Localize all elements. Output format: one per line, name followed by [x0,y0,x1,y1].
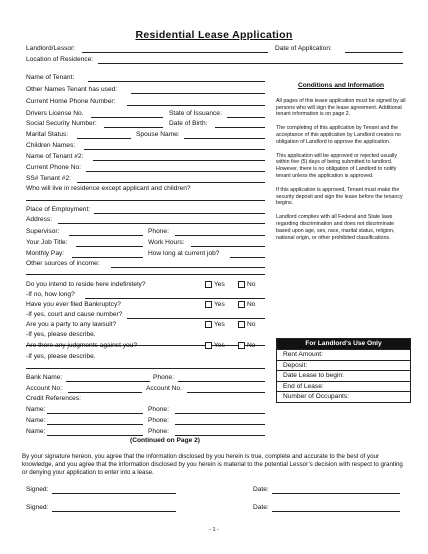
q2b-label: -If yes, court and cause number? [26,311,123,318]
account2-field[interactable] [187,392,265,393]
ssn-field[interactable] [104,127,163,128]
q3-no-checkbox[interactable] [238,321,245,328]
other-income-field[interactable] [111,267,265,268]
ssn2-label: SS# Tenant #2: [26,175,71,182]
signed-2-label: Signed: [26,504,49,511]
account-field[interactable] [68,392,142,393]
q4-label: Are there any judgments against you? [26,342,138,349]
drivers-license-label: Drivers License No. [26,110,84,117]
address-label: Address: [26,216,53,223]
bank-phone-label: Phone: [153,374,174,381]
credit-phone-3-label: Phone: [148,428,169,435]
q1-yes-label: Yes [214,281,225,288]
other-income-field-2[interactable] [26,274,265,275]
signature-paragraph: By your signature hereon, you agree that the information disclosed by you herein is true, complete and accurate to the best of your knowledge, and you agree that the information disclosed by you herein is material to the potential Lessor’s decision with respect to granting or denying your application to enter into a lease. [22,453,403,477]
credit-phone-2-field[interactable] [175,424,265,425]
state-field[interactable] [227,117,265,118]
ssn2-field[interactable] [77,182,265,183]
conditions-p5: Landlord complies with all Federal and State laws regarding discrimination and does not discriminate based upon age, sex, race, marital status, religion, national origin, or other prohibited classifications. [276,214,395,241]
bank-name-label: Bank Name: [26,374,63,381]
account2-label: Account No. [146,385,182,392]
credit-label: Credit References: [26,395,81,402]
landlord-label: Landlord/Lessor: [26,45,76,52]
dob-label: Date of Birth: [169,120,208,127]
tenant-name-field[interactable] [88,81,265,82]
work-hours-field[interactable] [191,246,265,247]
ssn-label: Social Security Number: [26,120,97,127]
home-phone-field[interactable] [127,105,265,106]
lease-end-row[interactable]: End of Lease: [277,381,410,392]
date-1-label: Date: [253,486,269,493]
home-phone-label: Current Home Phone Number: [26,98,116,105]
page-number: - 1 - [209,527,219,533]
q2-no-checkbox[interactable] [238,301,245,308]
spouse-label: Spouse Name: [136,131,180,138]
signed-1-field[interactable] [52,493,176,494]
q4b-field[interactable] [26,368,265,369]
state-label: State of Issuance: [169,110,222,117]
q1b-field[interactable] [85,298,265,299]
employment-field[interactable] [94,213,265,214]
dob-field[interactable] [215,127,265,128]
tenant2-field[interactable] [93,160,265,161]
credit-name-1-field[interactable] [47,413,143,414]
q3-yes-label: Yes [214,321,225,328]
work-hours-label: Work Hours: [148,239,185,246]
other-names-field[interactable] [131,93,265,94]
bank-phone-field[interactable] [178,381,265,382]
others-label: Who will live in residence except applicant and children? [26,185,191,192]
employer-phone-label: Phone: [148,228,169,235]
rent-amount-row[interactable]: Rent Amount: [277,349,410,360]
location-label: Location of Residence: [26,56,94,63]
drivers-license-field[interactable] [91,117,163,118]
tenant-name-label: Name of Tenant: [26,74,75,81]
continued-note: (Continued on Page 2) [130,437,200,444]
credit-name-1-label: Name: [26,406,46,413]
date-of-application-field[interactable] [345,52,403,53]
q1-yes-checkbox[interactable] [205,281,212,288]
conditions-heading: Conditions and Information [297,82,385,89]
conditions-p3: This application will be approved or rejected usually within five (5) days of being submitted to landlord. However, there is no obligation of Landlord to notify tenant unless the application is approved. [276,152,398,179]
date-1-field[interactable] [272,493,400,494]
q4-yes-label: Yes [214,342,225,349]
employer-phone-field[interactable] [175,235,265,236]
children-field[interactable] [84,149,265,150]
signed-1-label: Signed: [26,486,49,493]
credit-name-2-field[interactable] [47,424,143,425]
q4-no-checkbox[interactable] [238,342,245,349]
children-label: Children Names: [26,142,76,149]
q2-yes-checkbox[interactable] [205,301,212,308]
credit-phone-3-field[interactable] [175,435,265,436]
conditions-p1: All pages of this lease application must be signed by all persons who will sign the lease agreement. Additional tenant information is on page 2. [276,97,406,118]
page-title: Residential Lease Application [135,29,293,41]
deposit-row[interactable]: Deposit: [277,360,410,371]
job-title-label: Your Job Title: [26,239,68,246]
tenant2-label: Name of Tenant #2: [26,153,84,160]
bank-name-field[interactable] [66,381,150,382]
supervisor-label: Supervisor: [26,228,60,235]
q3-label: Are you a party to any lawsuit? [26,321,117,328]
supervisor-field[interactable] [69,235,143,236]
q4b-label: -If yes, please describe. [26,353,96,360]
landlord-use-box [276,338,411,403]
q2-yes-label: Yes [214,301,225,308]
q3-yes-checkbox[interactable] [205,321,212,328]
date-2-label: Date: [253,504,269,511]
other-names-label: Other Names Tenant has used: [26,86,118,93]
q2b-field[interactable] [127,318,265,319]
q1b-label: -If no, how long? [26,291,75,298]
credit-name-3-label: Name: [26,428,46,435]
date-of-application-label: Date of Application: [275,45,332,52]
other-income-label: Other sources of income: [26,260,100,267]
conditions-panel [276,78,406,248]
credit-name-3-field[interactable] [47,435,143,436]
location-field[interactable] [98,63,403,64]
credit-name-2-label: Name: [26,417,46,424]
lease-begin-row[interactable]: Date Lease to begin: [277,370,410,381]
employment-label: Place of Employment: [26,206,91,213]
credit-phone-1-field[interactable] [175,413,265,414]
monthly-pay-field[interactable] [72,257,143,258]
q4-no-label: No [247,342,256,349]
q3b-label: -If yes, please describe. [26,331,96,338]
credit-phone-2-label: Phone: [148,417,169,424]
q2-label: Have you ever filed Bankruptcy? [26,301,121,308]
account-label: Account No: [26,385,62,392]
date-2-field[interactable] [272,511,400,512]
marital-field[interactable] [77,138,131,139]
landlord-use-header: For Landlord’s Use Only [277,339,410,349]
q3-no-label: No [247,321,256,328]
job-title-field[interactable] [76,246,143,247]
q1-no-label: No [247,281,256,288]
q1-label: Do you intend to reside here indefinitely? [26,281,146,288]
phone2-field[interactable] [86,171,265,172]
signed-2-field[interactable] [52,511,176,512]
landlord-field[interactable] [82,52,268,53]
q4-yes-checkbox[interactable] [205,342,212,349]
marital-label: Marital Status: [26,131,69,138]
monthly-pay-label: Monthly Pay: [26,250,65,257]
conditions-p4: If this application is approved, Tenant must make the security deposit and sign the lease before the tenancy begins. [276,186,403,207]
address-field[interactable] [58,223,265,224]
others-field[interactable] [26,200,265,201]
phone2-label: Current Phone No: [26,164,81,171]
occupants-row[interactable]: Number of Occupants: [277,391,410,402]
q2-no-label: No [247,301,256,308]
spouse-field[interactable] [184,138,265,139]
how-long-label: How long at current job? [148,250,220,257]
how-long-field[interactable] [230,257,265,258]
credit-phone-1-label: Phone: [148,406,169,413]
conditions-p2: The completing of this application by Tenant and the acceptance of this application by Landlord creates no obligation of Landlord to approve the application. [276,125,401,145]
q1-no-checkbox[interactable] [238,281,245,288]
